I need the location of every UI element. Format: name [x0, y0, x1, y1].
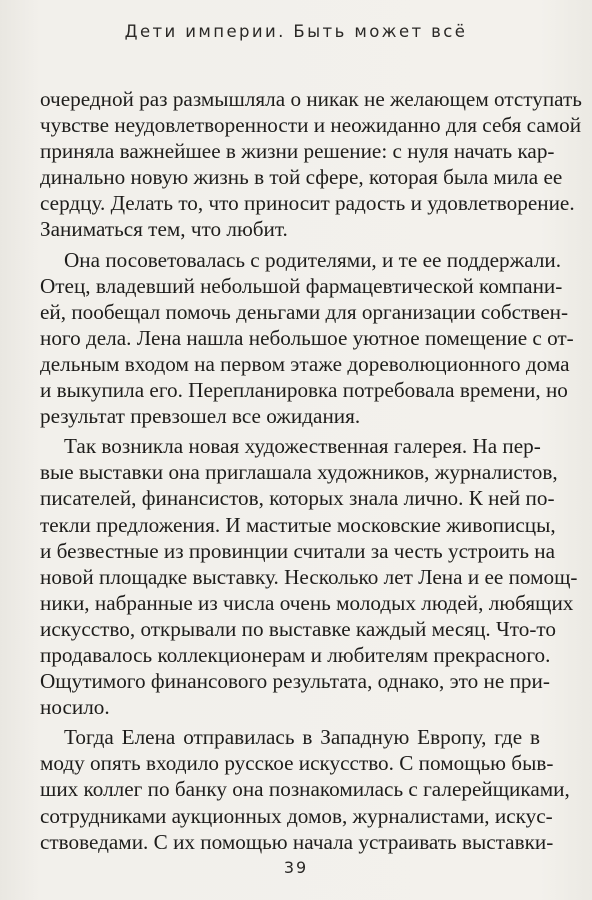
text-line: ного дела. Лена нашла небольшое уютное помещение с от-	[40, 325, 574, 350]
text-line: приняла важнейшее в жизни решение: с нуля начать кар-	[40, 139, 555, 164]
paragraph	[40, 86, 582, 243]
text-line: и выкупила его. Перепланировка потребовала времени, но	[40, 378, 568, 403]
paragraph	[40, 724, 570, 854]
text-line: чувстве неудовлетворенности и неожиданно для себя самой	[40, 113, 582, 138]
text-line: ей, пообещал помочь деньгами для организации собствен-	[40, 299, 569, 324]
page-number: 39	[283, 858, 309, 877]
text-line: текли предложения. И маститые московские живописцы,	[40, 512, 556, 537]
text-line: Отец, владевший небольшой фармацевтической компани-	[40, 273, 563, 298]
text-line: Она посоветовалась с родителями, и те ее поддержали.	[64, 247, 562, 272]
text-line: ники, набранные из числа очень молодых людей, любящих	[40, 590, 574, 615]
text-line: Так возникла новая художественная галерея. На пер-	[64, 434, 541, 459]
text-line: Ощутимого финансового результата, однако, это не при-	[40, 669, 550, 694]
text-line: результат превзошел все ожидания.	[40, 404, 361, 429]
text-line: очередной раз размышляла о никак не желающем отступать	[40, 87, 582, 111]
text-line: моду опять входило русское искусство. С помощью быв-	[40, 751, 554, 776]
text-line: искусство, открывали по выставке каждый месяц. Что-то	[40, 616, 556, 641]
text-line: ствоведами. С их помощью начала устраивать выставки-	[40, 829, 554, 854]
text-line: динально новую жизнь в той сфере, которая была мила ее	[40, 165, 563, 190]
text-line: Тогда Елена отправилась в Западную Европу, где в	[64, 725, 540, 750]
text-line: новой площадке выставку. Несколько лет Лена и ее помощ-	[40, 564, 578, 589]
text-line: носило.	[40, 695, 110, 720]
text-line: вые выставки она приглашала художников, журналистов,	[40, 460, 558, 485]
text-line: дельным входом на первом этаже дореволюционного дома	[40, 351, 570, 376]
body-text	[40, 86, 582, 855]
running-head: Дети империи. Быть может всё	[124, 22, 468, 41]
paragraph	[40, 433, 578, 720]
paragraph	[40, 247, 574, 430]
text-line: сердцу. Делать то, что приносит радость и удовлетворение.	[40, 191, 575, 216]
text-line: сотрудниками аукционных домов, журналистами, искус-	[40, 803, 553, 828]
text-line: Заниматься тем, что любит.	[40, 217, 288, 242]
text-line: продавалось коллекционерам и любителям прекрасного.	[40, 642, 551, 667]
text-line: и безвестные из провинции считали за честь устроить на	[40, 538, 556, 563]
text-line: писателей, финансистов, которых знала лично. К ней по-	[40, 486, 555, 511]
text-line: ших коллег по банку она познакомилась с галерейщиками,	[40, 777, 570, 802]
